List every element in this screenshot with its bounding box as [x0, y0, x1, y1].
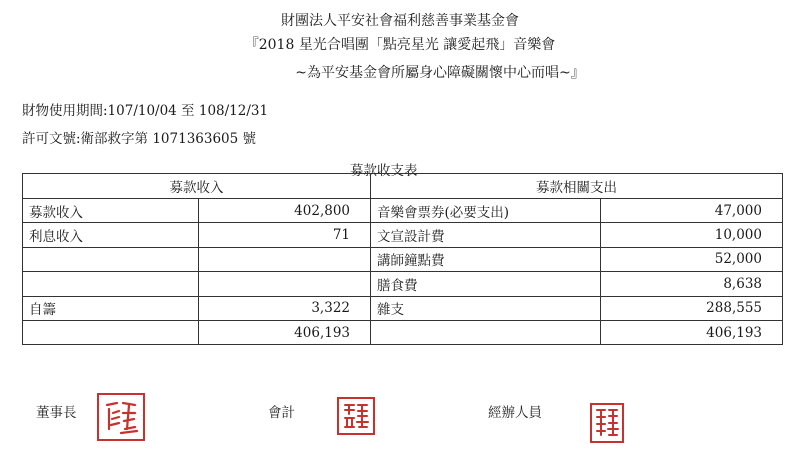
table-row — [23, 199, 783, 223]
table-row — [23, 296, 783, 320]
chairman-seal — [97, 393, 145, 441]
income-value — [199, 272, 371, 296]
income-label: 募款收入 — [23, 199, 199, 223]
event-subtitle: ~為平安基金會所屬身心障礙關懷中心而唱~』 — [295, 65, 585, 81]
income-value: 402,800 — [199, 199, 371, 223]
expense-value: 288,555 — [601, 296, 783, 320]
expense-value: 10,000 — [601, 223, 783, 247]
income-label: 利息收入 — [23, 223, 199, 247]
income-expense-table — [22, 173, 783, 345]
permit-number: 許可文號:衛部救字第 1071363605 號 — [22, 131, 257, 147]
income-label: 自籌 — [23, 296, 199, 320]
expense-label: 音樂會票券(必要支出) — [371, 199, 601, 223]
accountant-label: 會計 — [268, 405, 295, 421]
expense-total-label-cell — [371, 320, 601, 344]
expense-label: 文宣設計費 — [371, 223, 601, 247]
expense-label: 膳食費 — [371, 272, 601, 296]
table-total-row — [23, 320, 783, 344]
income-label — [23, 272, 199, 296]
table-row — [23, 223, 783, 247]
expense-value: 52,000 — [601, 247, 783, 271]
table-row — [23, 247, 783, 271]
handler-seal-glyph — [592, 405, 622, 441]
expense-total: 406,193 — [601, 320, 783, 344]
table-caption: 募款收支表 — [350, 163, 418, 179]
accountant-seal-glyph — [339, 399, 373, 433]
income-value: 71 — [199, 223, 371, 247]
income-total: 406,193 — [199, 320, 371, 344]
income-value: 3,322 — [199, 296, 371, 320]
income-total-label-cell — [23, 320, 199, 344]
table-header-row — [23, 174, 783, 199]
income-label — [23, 247, 199, 271]
organization-name: 財團法人平安社會福利慈善事業基金會 — [281, 13, 519, 29]
accountant-seal — [337, 397, 375, 435]
handler-seal — [590, 403, 624, 443]
event-title: 『2018 星光合唱團「點亮星光 讓愛起飛」音樂會 — [244, 37, 556, 53]
expense-label: 講師鐘點費 — [371, 247, 601, 271]
usage-period: 財物使用期間:107/10/04 至 108/12/31 — [22, 103, 269, 119]
expense-header: 募款相關支出 — [371, 174, 783, 199]
expense-label: 雜支 — [371, 296, 601, 320]
expense-value: 8,638 — [601, 272, 783, 296]
table-row — [23, 272, 783, 296]
handler-label: 經辦人員 — [488, 405, 542, 421]
chairman-label: 董事長 — [36, 405, 77, 421]
expense-value: 47,000 — [601, 199, 783, 223]
chairman-seal-glyph — [99, 395, 143, 439]
income-header: 募款收入 — [23, 174, 371, 199]
income-value — [199, 247, 371, 271]
